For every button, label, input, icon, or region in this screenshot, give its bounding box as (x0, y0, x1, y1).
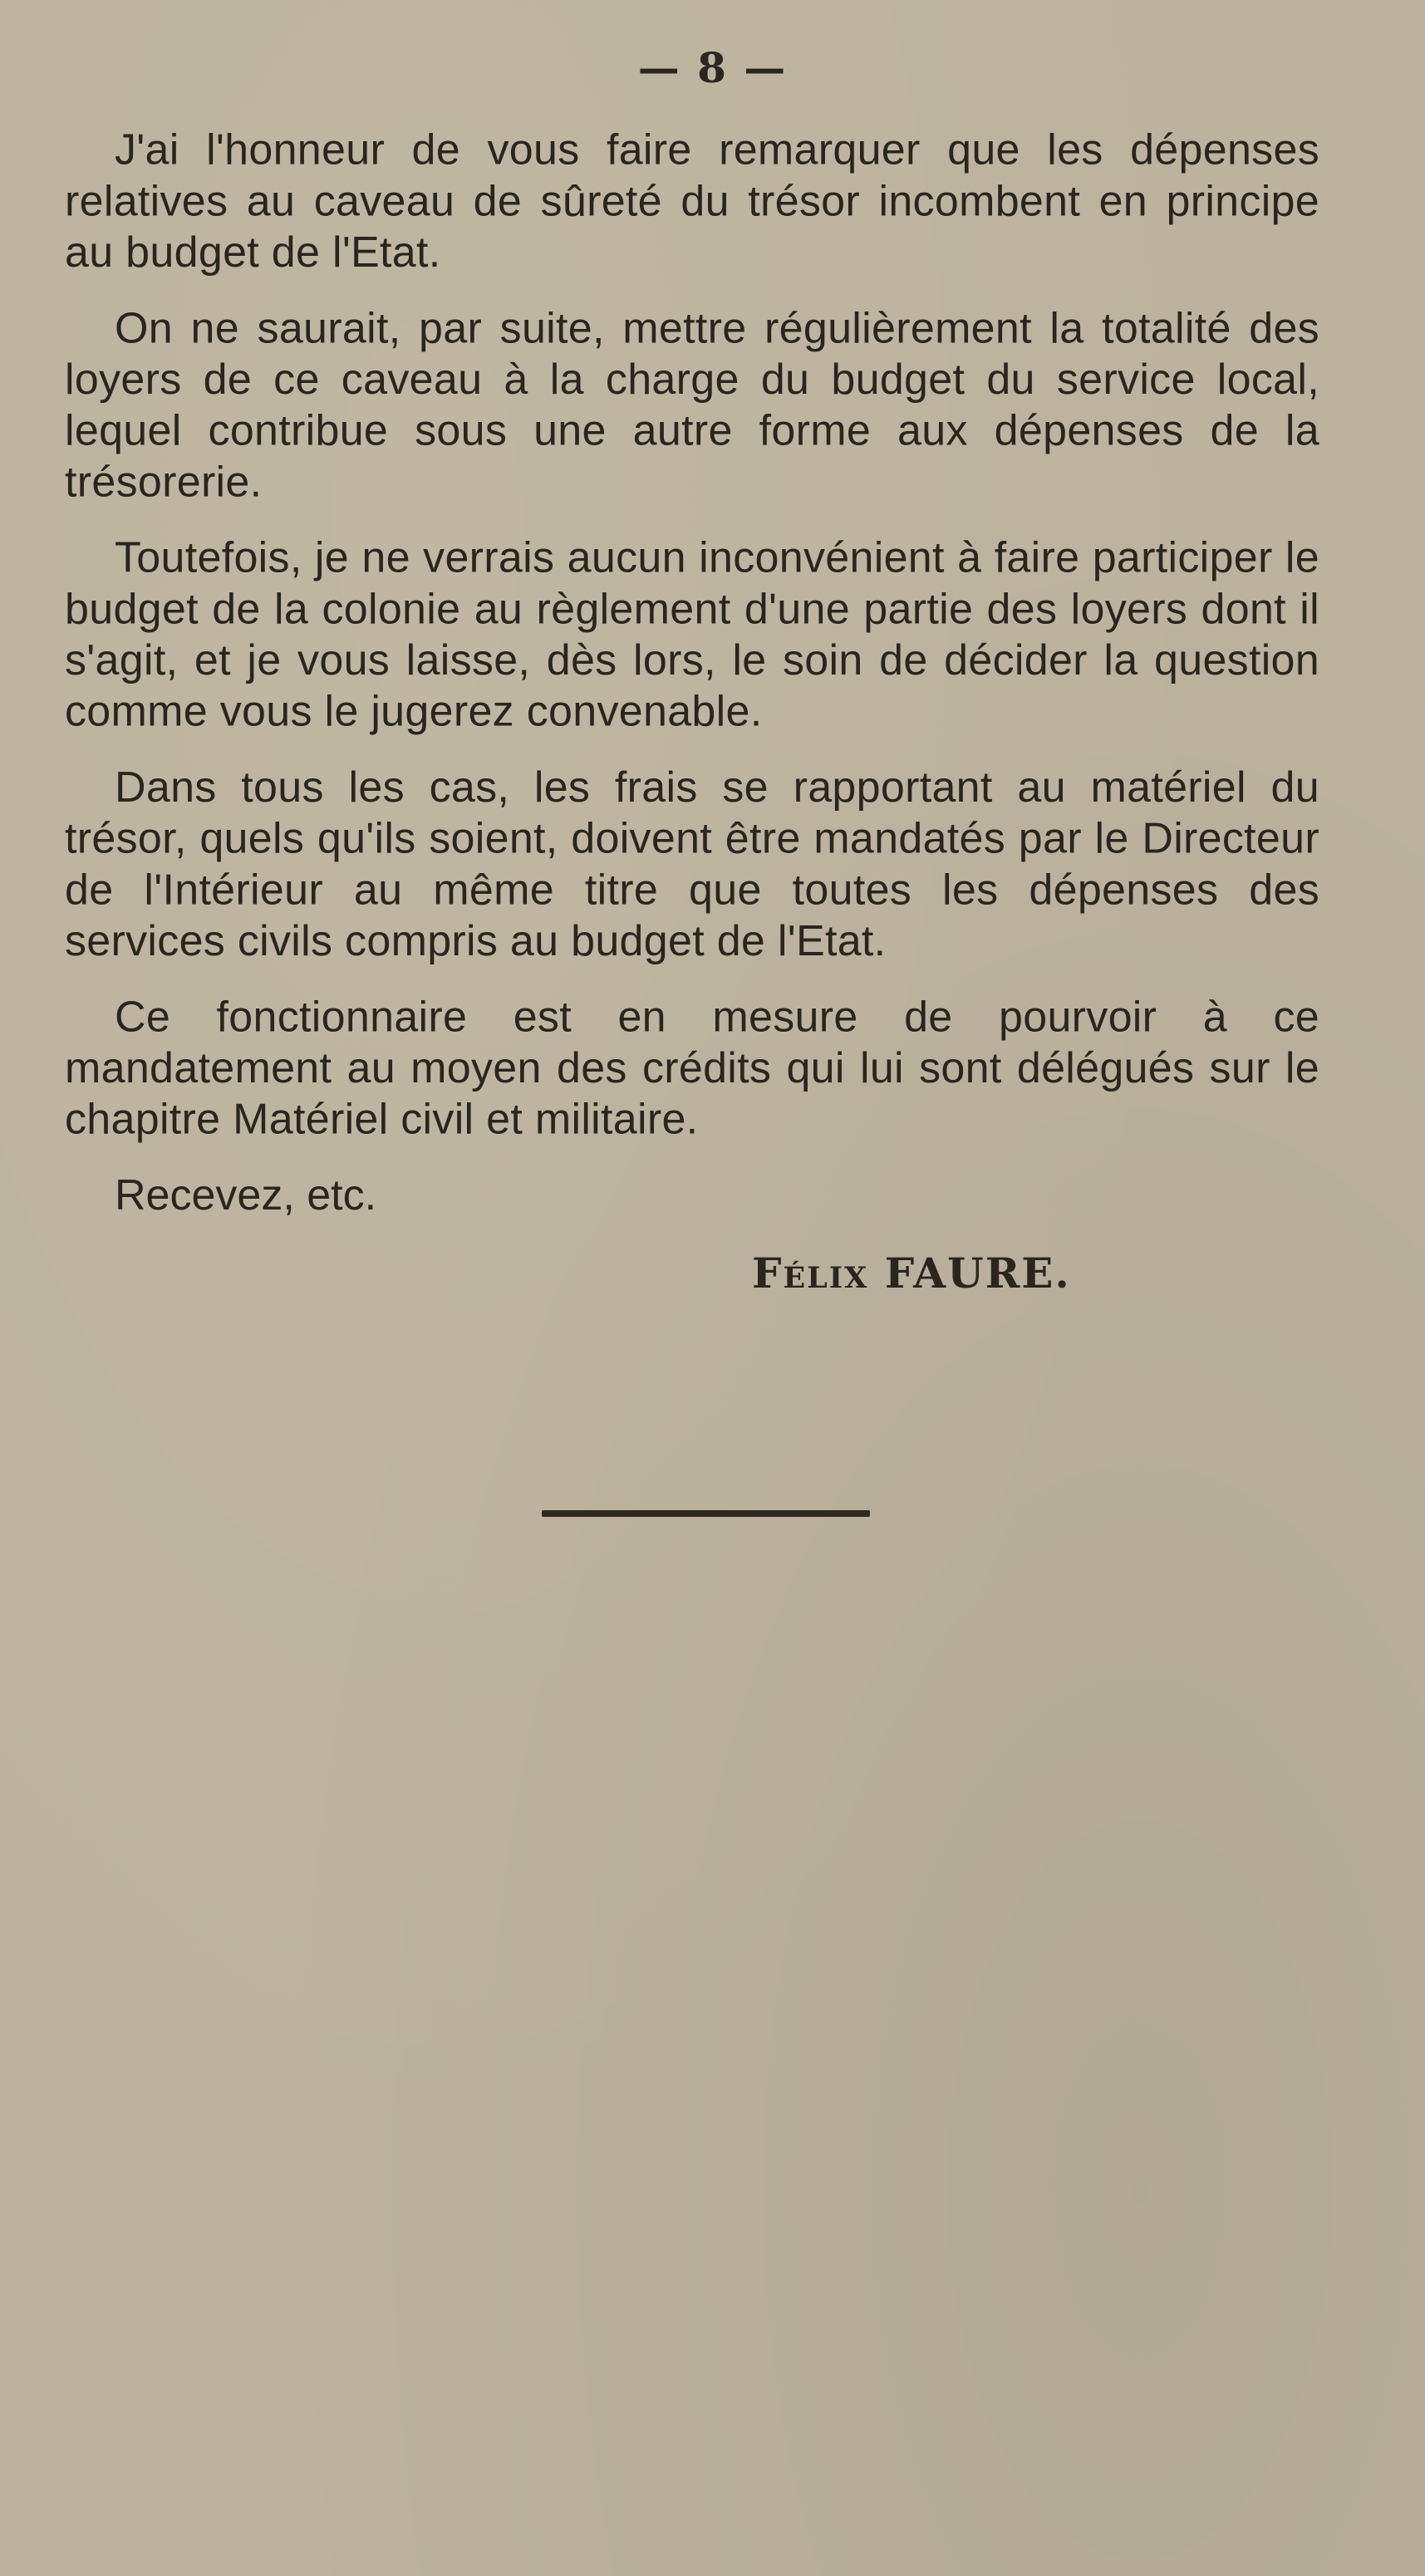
signature (752, 1249, 1071, 1298)
section-divider (542, 1510, 870, 1517)
paragraph-3: Toutefois, je ne verrais aucun inconvénient à faire participer le budget de la colonie au règlement d'une partie des loyers dont il s'agit, et je vous laisse, dès lors, le soin de décider la question comme vous le jugerez convenable. (65, 534, 1319, 736)
paragraph-2: On ne saurait, par suite, mettre régulièrement la totalité des loyers de ce caveau à la charge du budget du service local, lequel contribue sous une autre forme aux dépenses de la trésorerie. (65, 304, 1319, 507)
signature-first-name: Félix (752, 1249, 869, 1298)
signature-last-name: FAURE. (884, 1249, 1071, 1298)
paragraph-4: Dans tous les cas, les frais se rapportant au matériel du trésor, quels qu'ils soient, doivent être mandatés par le Directeur de l'Intérieur au même titre que toutes les dépenses des services civils compris au budget de l'Etat. (65, 763, 1319, 965)
paragraph-1: J'ai l'honneur de vous faire remarquer que les dépenses relatives au caveau de sûreté du trésor incombent en principe au budget de l'Etat. (65, 125, 1319, 277)
paragraph-5: Ce fonctionnaire est en mesure de pourvoir à ce mandatement au moyen des crédits qui lui sont délégués sur le chapitre Matériel civil et militaire. (65, 993, 1319, 1144)
letter-body (65, 125, 1319, 1221)
closing-line: Recevez, etc. (115, 1171, 377, 1220)
page-number: — 8 — (637, 43, 788, 92)
